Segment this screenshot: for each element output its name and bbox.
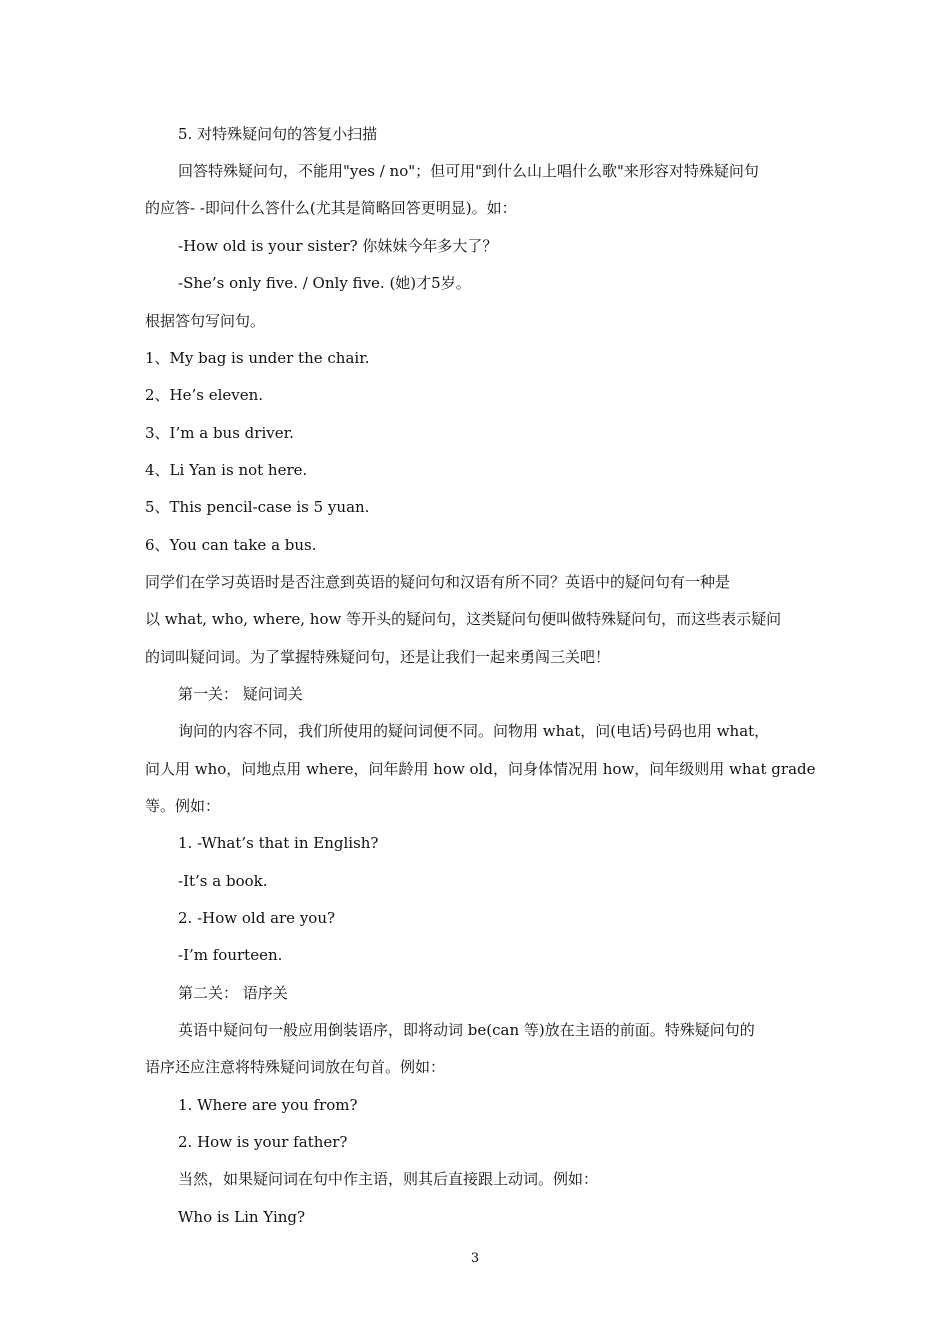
- intro-line: 同学们在学习英语时是否注意到英语的疑问句和汉语有所不同？英语中的疑问句有一种是: [145, 573, 731, 591]
- example-line: -It’s a book.: [178, 872, 268, 890]
- level1-heading: 第一关： 疑问词关: [178, 685, 303, 703]
- exercise-item: 2、He’s eleven.: [145, 386, 264, 404]
- paragraph-line: 回答特殊疑问句，不能用"yes / no"；但可用"到什么山上唱什么歌"来形容对特殊疑问句: [178, 162, 759, 180]
- note-line: 当然，如果疑问词在句中作主语，则其后直接跟上动词。例如：: [178, 1170, 599, 1188]
- paragraph-line: 询问的内容不同，我们所使用的疑问词便不同。问物用 what，问(电话)号码也用 what，: [178, 722, 770, 740]
- paragraph-line: 英语中疑问句一般应用倒装语序，即将动词 be(can 等)放在主语的前面。特殊疑问句的: [178, 1021, 755, 1039]
- exercise-item: 4、Li Yan is not here.: [145, 461, 308, 479]
- exercise-item: 6、You can take a bus.: [145, 536, 317, 554]
- exercise-item: 1、My bag is under the chair.: [145, 349, 370, 367]
- example-line: Who is Lin Ying?: [178, 1208, 306, 1226]
- example-line: 1. -What’s that in English?: [178, 834, 379, 852]
- section-heading: 5. 对特殊疑问句的答复小扫描: [178, 125, 378, 143]
- example-line: 2. How is your father?: [178, 1133, 348, 1151]
- intro-line: 以 what, who, where, how 等开头的疑问句，这类疑问句便叫做特殊疑问句，而这些表示疑问: [145, 610, 782, 628]
- paragraph-line: 的应答- -即问什么答什么(尤其是简略回答更明显)。如：: [145, 199, 517, 217]
- paragraph-line: 等。例如：: [145, 797, 221, 815]
- level2-heading: 第二关： 语序关: [178, 984, 288, 1002]
- example-question: -How old is your sister? 你妹妹今年多大了？: [178, 237, 498, 255]
- exercise-item: 5、This pencil-case is 5 yuan.: [145, 498, 370, 516]
- example-answer: -She’s only five. / Only five. (她)才5岁。: [178, 274, 471, 292]
- example-line: 2. -How old are you?: [178, 909, 336, 927]
- paragraph-line: 问人用 who，问地点用 where，问年龄用 how old，问身体情况用 how，问年级则用 what grade: [145, 760, 816, 778]
- exercise-title: 根据答句写问句。: [145, 312, 266, 330]
- page-number: 3: [470, 1251, 480, 1266]
- intro-line: 的词叫疑问词。为了掌握特殊疑问句，还是让我们一起来勇闯三关吧！: [145, 648, 611, 666]
- example-line: -I’m fourteen.: [178, 946, 283, 964]
- example-line: 1. Where are you from?: [178, 1096, 358, 1114]
- exercise-item: 3、I’m a bus driver.: [145, 424, 294, 442]
- paragraph-line: 语序还应注意将特殊疑问词放在句首。例如：: [145, 1058, 446, 1076]
